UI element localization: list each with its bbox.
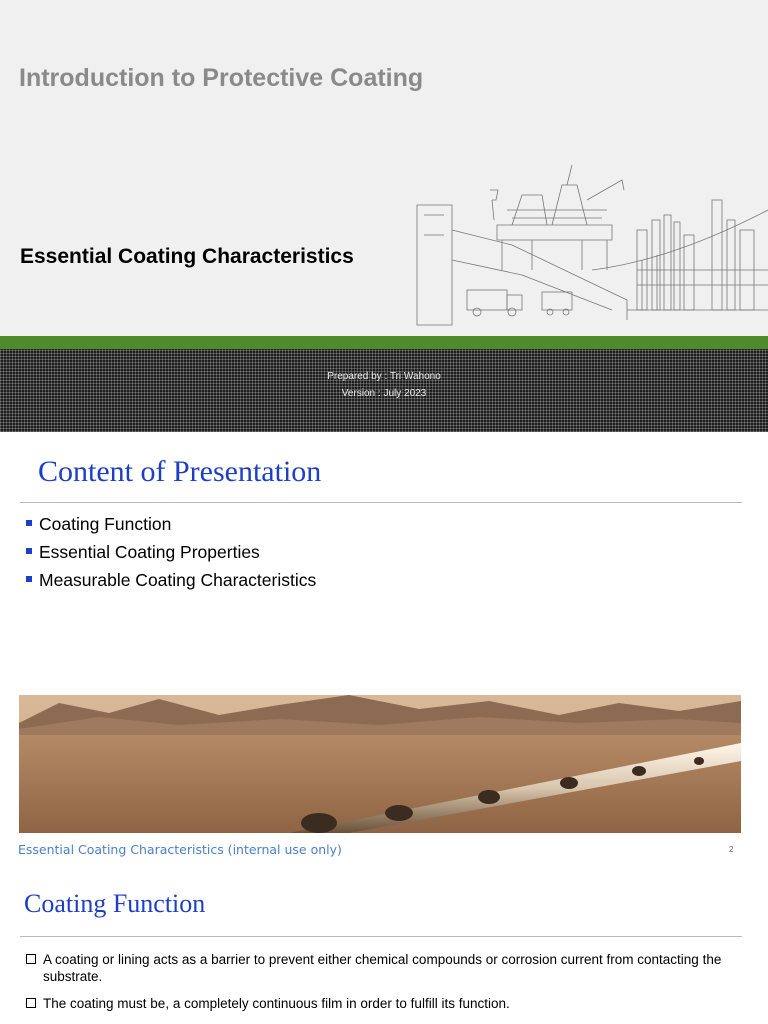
presentation-subtitle: Essential Coating Characteristics	[20, 245, 354, 268]
version-text: Version : July 2023	[341, 388, 427, 399]
checkbox-bullet-icon	[26, 998, 36, 1008]
title-divider	[20, 936, 742, 937]
page-number: 2	[729, 845, 734, 854]
square-bullet-icon	[26, 576, 32, 582]
list-item: Coating Function	[26, 512, 316, 540]
prepared-by-band	[0, 349, 768, 432]
title-slide	[0, 0, 768, 336]
content-bullet-list	[26, 512, 316, 596]
pipeline-desert-image	[19, 695, 741, 833]
prepared-by-text: Prepared by : Tri Wahono	[327, 371, 441, 382]
green-accent-bar	[0, 336, 768, 349]
content-title: Content of Presentation	[38, 455, 322, 488]
square-bullet-icon	[26, 548, 32, 554]
list-item: Measurable Coating Characteristics	[26, 568, 316, 596]
title-divider	[20, 502, 742, 503]
square-bullet-icon	[26, 520, 32, 526]
coating-function-title: Coating Function	[24, 889, 206, 918]
slide-footer: Essential Coating Characteristics (internal use only)	[18, 842, 342, 857]
list-item: Essential Coating Properties	[26, 540, 316, 568]
industrial-sketch-illustration	[412, 160, 768, 330]
presentation-title: Introduction to Protective Coating	[19, 64, 424, 92]
list-item: The coating must be, a completely continuous film in order to fulfill its function.	[26, 995, 726, 1012]
checkbox-bullet-icon	[26, 954, 36, 964]
list-item: A coating or lining acts as a barrier to prevent either chemical compounds or corrosion current from contacting the substrate.	[26, 951, 726, 985]
